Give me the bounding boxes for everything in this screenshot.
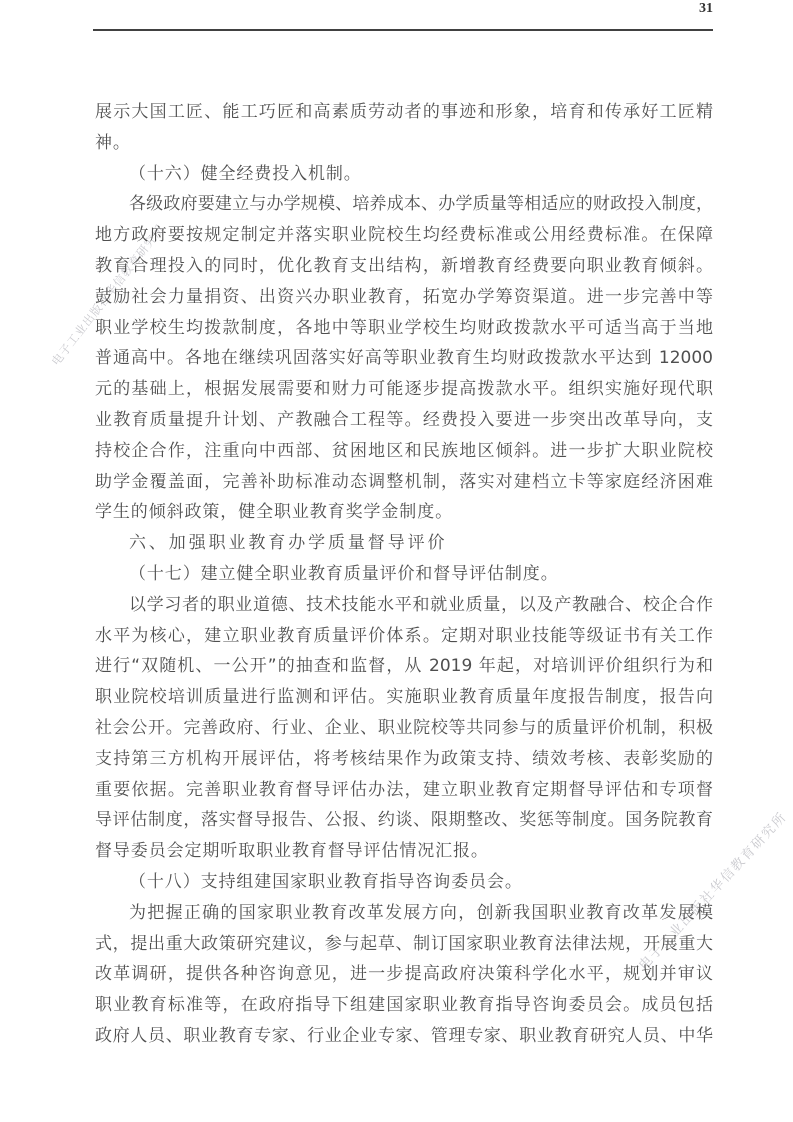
page-number: 31 [699,1,713,16]
text-line: 元的基础上，根据发展需要和财力可能逐步提高拨款水平。组织实施好现代职 [95,379,713,400]
text-line: 业教育质量提升计划、产教融合工程等。经费投入要进一步突出改革导向，支 [95,409,713,430]
text-line: 职业教育标准等，在政府指导下组建国家职业教育指导咨询委员会。成员包括 [95,995,713,1016]
text-line: 督导委员会定期听取职业教育督导评估情况汇报。 [95,841,489,862]
text-line: 鼓励社会力量捐资、出资兴办职业教育，拓宽办学筹资渠道。进一步完善中等 [95,286,713,307]
text-line: 为把握正确的国家职业教育改革发展方向，创新我国职业教育改革发展模 [129,902,713,923]
text-line: 各级政府要建立与办学规模、培养成本、办学质量等相适应的财政投入制度， [129,194,713,215]
text-line: 支持第三方机构开展评估，将考核结果作为政策支持、绩效考核、表彰奖励的 [95,748,713,769]
watermark-text: 电子工业出版社华信教育研究所 [48,221,168,369]
text-line: （十六）健全经费投入机制。 [129,163,362,184]
text-line: 神。 [95,132,131,153]
text-line: 职业院校培训质量进行监测和评估。实施职业教育质量年度报告制度，报告向 [95,687,713,708]
text-line: （十八）支持组建国家职业教育指导咨询委员会。 [129,871,523,892]
text-line: 改革调研，提供各种咨询意见，进一步提高政府决策科学化水平，规划并审议 [95,964,713,985]
text-line: 导评估制度，落实督导报告、公报、约谈、限期整改、奖惩等制度。国务院教育 [95,810,713,831]
document-body [95,97,713,1052]
text-line: 社会公开。完善政府、行业、企业、职业院校等共同参与的质量评价机制，积极 [95,717,713,738]
text-line: 教育合理投入的同时，优化教育支出结构，新增教育经费要向职业教育倾斜。 [95,255,713,276]
text-line: 重要依据。完善职业教育督导评估办法，建立职业教育定期督导评估和专项督 [95,779,713,800]
text-line: 学生的倾斜政策，健全职业教育奖学金制度。 [95,502,453,523]
section-heading-line: 六、加强职业教育办学质量督导评价 [129,533,448,554]
text-line: 进行“双随机、一公开”的抽查和监督，从 2019 年起，对培训评价组织行为和 [95,656,713,677]
text-line: 助学金覆盖面，完善补助标准动态调整机制，落实对建档立卡等家庭经济困难 [95,471,713,492]
text-line: 水平为核心，建立职业教育质量评价体系。定期对职业技能等级证书有关工作 [95,625,713,646]
text-line: 以学习者的职业道德、技术技能水平和就业质量，以及产教融合、校企合作 [129,594,713,615]
watermark-text: 电子工业出版社华信教育研究所 [636,809,791,974]
text-line: 式，提出重大政策研究建议，参与起草、制订国家职业教育法律法规，开展重大 [95,933,713,954]
text-line: 普通高中。各地在继续巩固落实好高等职业教育生均财政拨款水平达到 12000 [95,348,713,369]
header-rule [93,29,713,31]
text-line: 持校企合作，注重向中西部、贫困地区和民族地区倾斜。进一步扩大职业院校 [95,440,713,461]
text-line: （十七）建立健全职业教育质量评价和督导评估制度。 [129,563,559,584]
text-line: 职业学校生均拨款制度，各地中等职业学校生均财政拨款水平可适当高于当地 [95,317,713,338]
text-line: 政府人员、职业教育专家、行业企业专家、管理专家、职业教育研究人员、中华 [95,1025,713,1046]
text-line: 展示大国工匠、能工巧匠和高素质劳动者的事迹和形象，培育和传承好工匠精 [95,102,713,122]
text-line: 地方政府要按规定制定并落实职业院校生均经费标准或公用经费标准。在保障 [95,225,713,246]
